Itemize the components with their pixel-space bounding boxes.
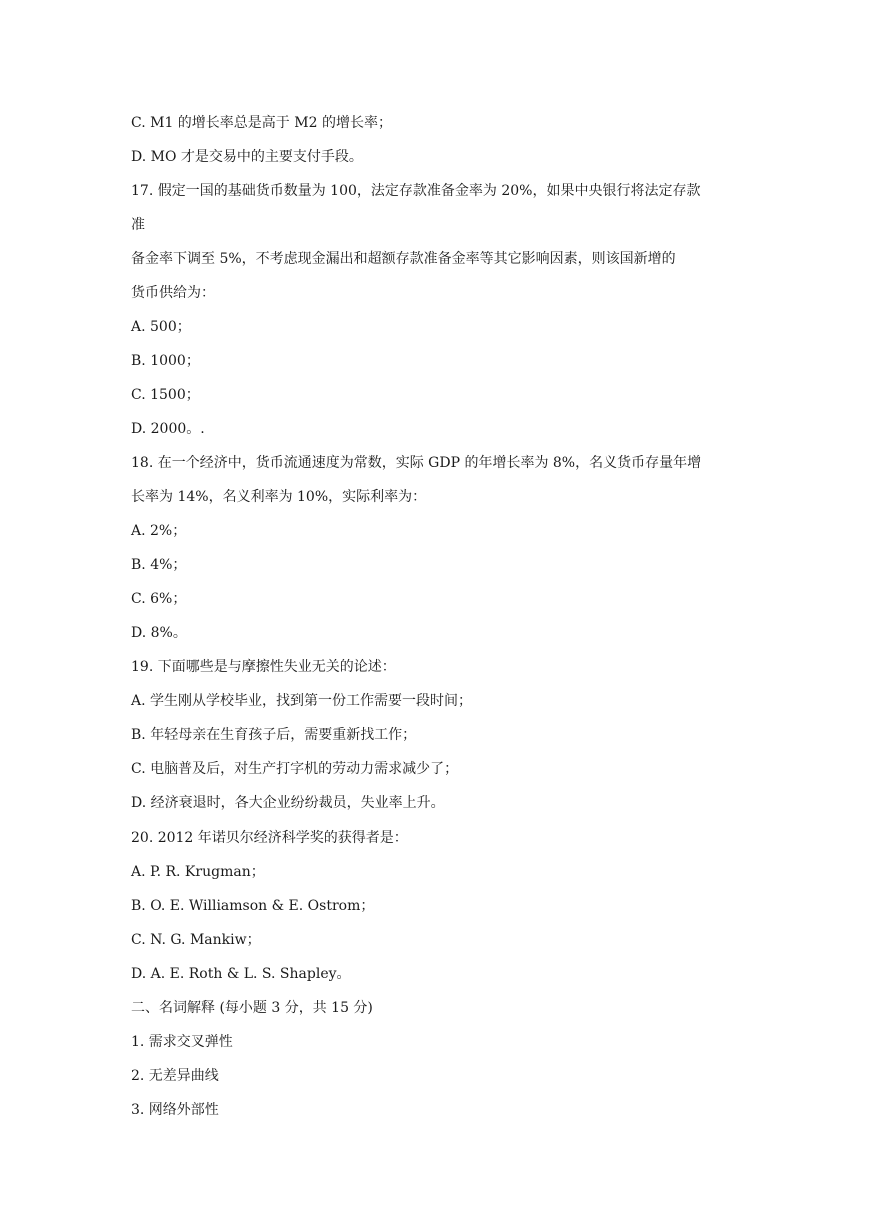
question-18-line-2: 长率为 14%，名义利率为 10%，实际利率为：: [131, 489, 427, 505]
option-d-q20: D. A. E. Roth & L. S. Shapley。: [131, 966, 351, 982]
question-19: 19. 下面哪些是与摩擦性失业无关的论述：: [131, 659, 396, 675]
term-1: 1. 需求交叉弹性: [131, 1034, 233, 1050]
option-b-q17: B. 1000；: [131, 353, 200, 369]
option-c-q17: C. 1500；: [131, 387, 200, 403]
option-d-q17: D. 2000。.: [131, 421, 205, 437]
question-17-line-1: 17. 假定一国的基础货币数量为 100，法定存款准备金率为 20%，如果中央银行将法定存款: [131, 183, 701, 199]
question-20: 20. 2012 年诺贝尔经济科学奖的获得者是：: [131, 830, 408, 846]
option-c-q19: C. 电脑普及后，对生产打字机的劳动力需求减少了；: [131, 761, 459, 777]
option-b-q19: B. 年轻母亲在生育孩子后，需要重新找工作；: [131, 727, 417, 743]
question-17-line-3: 备金率下调至 5%，不考虑现金漏出和超额存款准备金率等其它影响因素，则该国新增的: [131, 251, 676, 267]
term-3: 3. 网络外部性: [131, 1102, 219, 1118]
question-17-line-4: 货币供给为：: [131, 285, 215, 301]
option-c-q20: C. N. G. Mankiw；: [131, 932, 261, 948]
option-b-q18: B. 4%；: [131, 557, 187, 573]
option-c-q16: C. M1 的增长率总是高于 M2 的增长率；: [131, 115, 392, 131]
question-17-line-2: 准: [131, 217, 145, 233]
option-a-q20: A. P. R. Krugman；: [131, 864, 265, 880]
question-18-line-1: 18. 在一个经济中，货币流通速度为常数，实际 GDP 的年增长率为 8%，名义货币存量年增: [131, 455, 702, 471]
option-a-q17: A. 500；: [131, 319, 191, 335]
option-d-q19: D. 经济衰退时，各大企业纷纷裁员，失业率上升。: [131, 795, 445, 811]
option-d-q16: D. MO 才是交易中的主要支付手段。: [131, 149, 363, 165]
section-2-heading: 二、名词解释 (每小题 3 分，共 15 分): [131, 1000, 373, 1016]
term-2: 2. 无差异曲线: [131, 1068, 219, 1084]
option-a-q18: A. 2%；: [131, 523, 187, 539]
option-b-q20: B. O. E. Williamson & E. Ostrom；: [131, 898, 375, 914]
option-d-q18: D. 8%。: [131, 625, 187, 641]
option-a-q19: A. 学生刚从学校毕业，找到第一份工作需要一段时间；: [131, 693, 473, 709]
option-c-q18: C. 6%；: [131, 591, 187, 607]
